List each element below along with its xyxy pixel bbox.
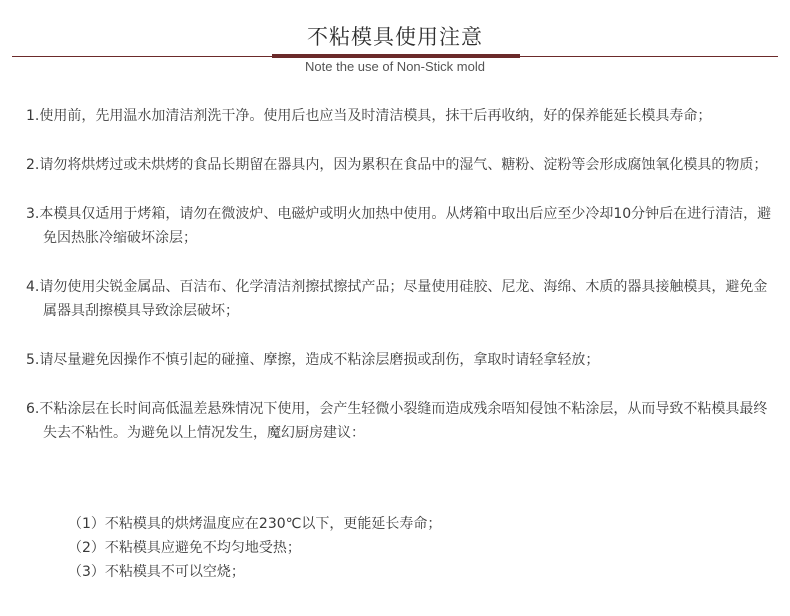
note-item-1: 1.使用前，先用温水加清洁剂洗干净。使用后也应当及时清洁模具，抹干后再收纳，好的保养能延长模具寿命；: [26, 108, 712, 124]
note-item-5: 5.请尽量避免因操作不慎引起的碰撞、摩擦，造成不粘涂层磨损或刮伤，拿取时请轻拿轻放；: [26, 352, 600, 368]
notes-list: [26, 104, 778, 470]
header: [0, 0, 790, 80]
note-item-2: 2.请勿将烘烤过或未烘烤的食品长期留在器具内，因为累积在食品中的湿气、糖粉、淀粉等会形成腐蚀氧化模具的物质；: [26, 157, 768, 173]
tip-item-2: （2）不粘模具应避免不均匀地受热；: [68, 540, 301, 556]
tips-list: [68, 512, 441, 584]
tip-item-1: （1）不粘模具的烘烤温度应在230℃以下，更能延长寿命；: [68, 516, 442, 532]
tip-item-3: （3）不粘模具不可以空烧；: [68, 564, 245, 580]
note-item-3: 3.本模具仅适用于烤箱，请勿在微波炉、电磁炉或明火加热中使用。从烤箱中取出后应至少冷却10分钟后在进行清洁，避免因热胀冷缩破坏涂层；: [26, 206, 772, 246]
page-subtitle: Note the use of Non-Stick mold: [305, 59, 485, 74]
note-item-6: 6.不粘涂层在长时间高低温差悬殊情况下使用，会产生轻微小裂缝而造成残余唔知侵蚀不粘涂层，从而导致不粘模具最终失去不粘性。为避免以上情况发生，魔幻厨房建议：: [26, 401, 768, 441]
note-item-4: 4.请勿使用尖锐金属品、百洁布、化学清洁剂擦拭擦拭产品；尽量使用硅胶、尼龙、海绵、木质的器具接触模具，避免金属器具刮擦模具导致涂层破坏；: [26, 279, 768, 319]
page-title: 不粘模具使用注意: [307, 25, 483, 49]
